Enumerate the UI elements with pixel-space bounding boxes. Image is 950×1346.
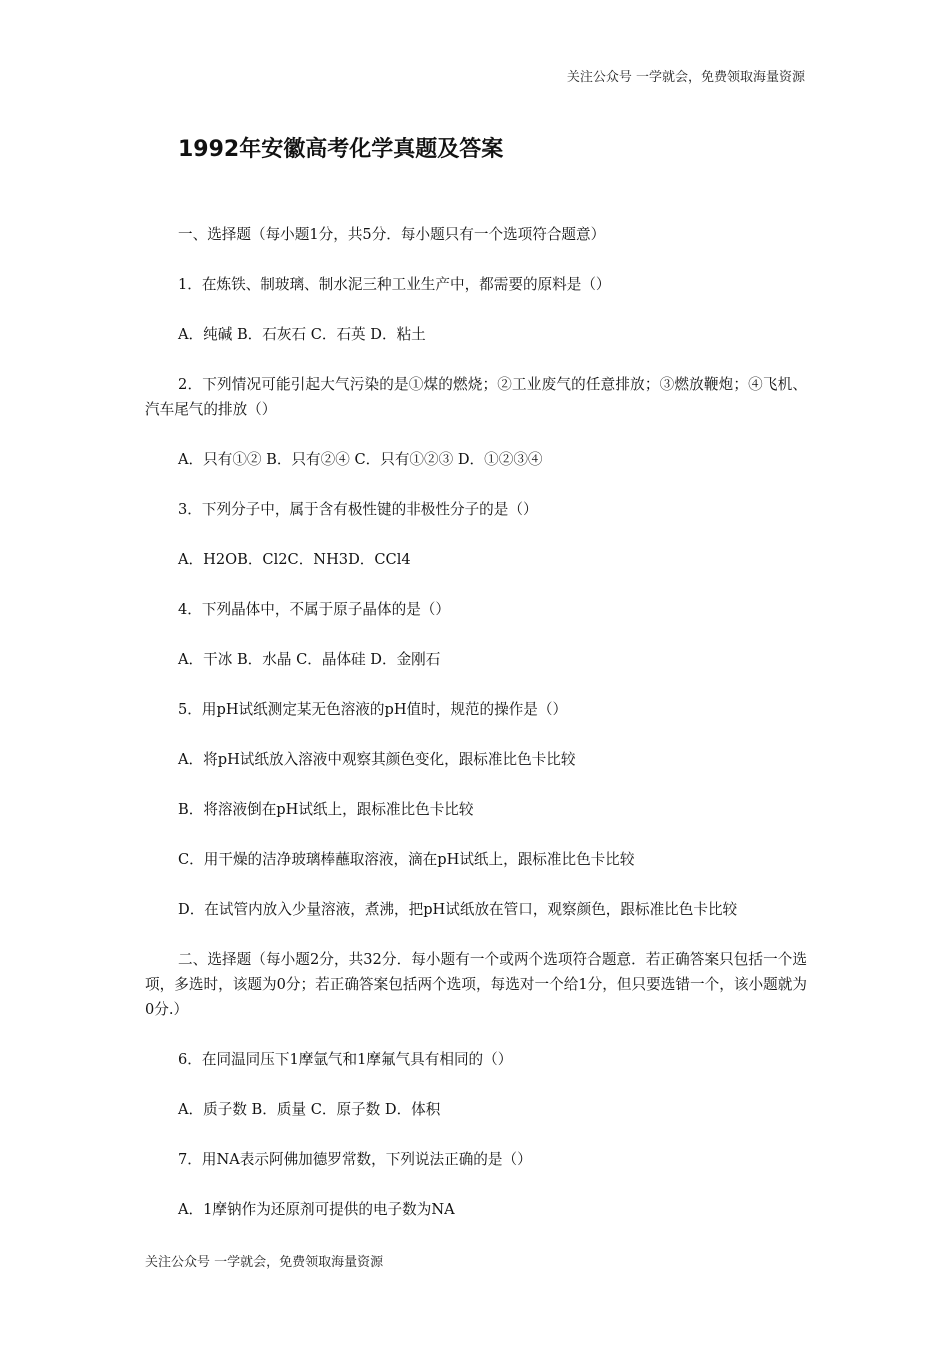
question-2-options: A．只有①② B．只有②④ C．只有①②③ D．①②③④ xyxy=(178,451,543,468)
question-5-option-c: C．用干燥的洁净玻璃棒蘸取溶液，滴在pH试纸上，跟标准比色卡比较 xyxy=(178,851,635,868)
question-7: 7．用NA表示阿佛加德罗常数，下列说法正确的是（） xyxy=(178,1151,532,1168)
question-5: 5．用pH试纸测定某无色溶液的pH值时，规范的操作是（） xyxy=(178,701,568,718)
section-heading-2: 二、选择题（每小题2分，共32分．每小题有一个或两个选项符合题意．若正确答案只包括一个选项，多选时，该题为0分；若正确答案包括两个选项，每选对一个给1分，但只要选错一个，该小题就为0分.） xyxy=(145,951,807,1018)
question-1: 1．在炼铁、制玻璃、制水泥三种工业生产中，都需要的原料是（） xyxy=(178,276,611,293)
section-heading-1: 一、选择题（每小题1分，共5分．每小题只有一个选项符合题意） xyxy=(178,226,606,243)
question-4: 4．下列晶体中，不属于原子晶体的是（） xyxy=(178,601,450,618)
question-7-option-a: A．1摩钠作为还原剂可提供的电子数为NA xyxy=(178,1201,455,1218)
question-6-options: A．质子数 B．质量 C．原子数 D．体积 xyxy=(178,1101,441,1118)
question-2: 2．下列情况可能引起大气污染的是①煤的燃烧；②工业废气的任意排放；③燃放鞭炮；④飞机、汽车尾气的排放（） xyxy=(145,376,807,418)
question-3-options: A．H2OB．Cl2C．NH3D．CCl4 xyxy=(178,551,411,568)
question-3: 3．下列分子中，属于含有极性键的非极性分子的是（） xyxy=(178,501,538,518)
question-5-option-a: A．将pH试纸放入溶液中观察其颜色变化，跟标准比色卡比较 xyxy=(178,751,576,768)
question-5-option-b: B．将溶液倒在pH试纸上，跟标准比色卡比较 xyxy=(178,801,474,818)
page-header: 关注公众号 一学就会，免费领取海量资源 xyxy=(566,70,805,85)
question-5-option-d: D．在试管内放入少量溶液，煮沸，把pH试纸放在管口，观察颜色，跟标准比色卡比较 xyxy=(178,901,738,918)
page-footer: 关注公众号 一学就会，免费领取海量资源 xyxy=(145,1255,384,1270)
document-body xyxy=(145,222,807,1247)
question-4-options: A．干冰 B．水晶 C．晶体硅 D．金刚石 xyxy=(178,651,441,668)
question-1-options: A．纯碱 B．石灰石 C．石英 D．粘土 xyxy=(178,326,426,343)
document-title: 1992年安徽高考化学真题及答案 xyxy=(178,137,504,162)
question-6: 6．在同温同压下1摩氩气和1摩氟气具有相同的（） xyxy=(178,1051,513,1068)
